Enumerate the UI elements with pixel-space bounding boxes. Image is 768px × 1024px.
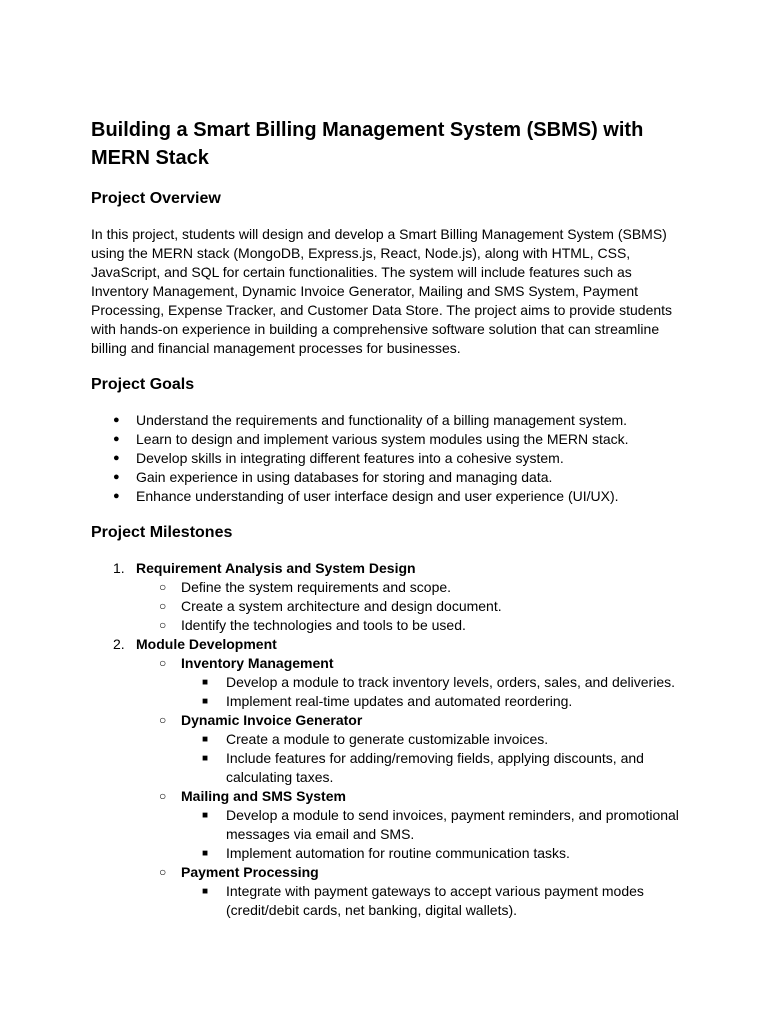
circle-bullet-icon: ○	[159, 865, 167, 879]
module-list	[136, 654, 691, 920]
module-item	[136, 787, 691, 863]
goals-heading: Project Goals	[91, 376, 195, 393]
bullet-icon: ●	[113, 452, 120, 464]
goal-text: Enhance understanding of user interface design and user experience (UI/UX).	[136, 488, 619, 504]
square-bullet-icon: ■	[202, 810, 209, 821]
sub-item-text: Identify the technologies and tools to be used.	[181, 617, 466, 633]
sub-item	[136, 578, 691, 597]
task-item	[181, 882, 691, 920]
module-tasks	[181, 673, 691, 711]
task-text: Include features for adding/removing fields, applying discounts, and calculating taxes.	[226, 750, 644, 785]
goal-text: Learn to design and implement various system modules using the MERN stack.	[136, 431, 629, 447]
circle-bullet-icon: ○	[159, 599, 167, 613]
sub-item-text: Define the system requirements and scope.	[181, 579, 452, 595]
goal-item	[91, 487, 691, 506]
milestone-number: 1.	[113, 560, 125, 576]
circle-bullet-icon: ○	[159, 580, 167, 594]
goal-item	[91, 411, 691, 430]
task-item	[181, 806, 691, 844]
square-bullet-icon: ■	[202, 734, 209, 745]
bullet-icon: ●	[113, 490, 120, 502]
module-title: Dynamic Invoice Generator	[181, 712, 363, 728]
milestone-item	[91, 559, 691, 635]
task-text: Implement real-time updates and automated reordering.	[226, 693, 573, 709]
goal-item	[91, 430, 691, 449]
sub-item	[136, 616, 691, 635]
goal-text: Develop skills in integrating different features into a cohesive system.	[136, 450, 564, 466]
milestone-sublist	[136, 578, 691, 635]
task-item	[181, 844, 691, 863]
bullet-icon: ●	[113, 433, 120, 445]
milestone-title: Requirement Analysis and System Design	[136, 560, 416, 576]
milestone-title: Module Development	[136, 636, 277, 652]
task-text: Implement automation for routine communication tasks.	[226, 845, 570, 861]
milestone-number: 2.	[113, 636, 125, 652]
module-title: Payment Processing	[181, 864, 319, 880]
sub-item	[136, 597, 691, 616]
sub-item-text: Create a system architecture and design document.	[181, 598, 502, 614]
module-title: Inventory Management	[181, 655, 334, 671]
goal-item	[91, 468, 691, 487]
circle-bullet-icon: ○	[159, 789, 167, 803]
document-title: Building a Smart Billing Management System (SBMS) with MERN Stack	[91, 119, 644, 169]
square-bullet-icon: ■	[202, 696, 209, 707]
task-text: Develop a module to send invoices, payment reminders, and promotional messages via email and SMS.	[226, 807, 679, 842]
task-item	[181, 673, 691, 692]
task-item	[181, 749, 691, 787]
module-item	[136, 863, 691, 920]
goal-text: Understand the requirements and functionality of a billing management system.	[136, 412, 628, 428]
module-item	[136, 654, 691, 711]
module-title: Mailing and SMS System	[181, 788, 346, 804]
overview-paragraph: In this project, students will design and develop a Smart Billing Management System (SBMS) using the MERN stack (MongoDB, Express.js, React, Node.js), along with HTML, CSS, JavaScript, and SQL for certain functionalities. The system will include features such as Inventory Management, Dynamic Invoice Generator, Mailing and SMS System, Payment Processing, Expense Tracker, and Customer Data Store. The project aims to provide students with hands-on experience in building a comprehensive software solution that can streamline billing and financial management processes for businesses.	[91, 226, 673, 356]
module-tasks	[181, 730, 691, 787]
document-page	[91, 116, 691, 920]
square-bullet-icon: ■	[202, 753, 209, 764]
overview-heading: Project Overview	[91, 190, 221, 207]
task-item	[181, 730, 691, 749]
milestones-heading: Project Milestones	[91, 524, 233, 541]
task-item	[181, 692, 691, 711]
module-tasks	[181, 806, 691, 863]
task-text: Integrate with payment gateways to accept various payment modes (credit/debit cards, net banking, digital wallets).	[226, 883, 644, 918]
module-item	[136, 711, 691, 787]
task-text: Develop a module to track inventory levels, orders, sales, and deliveries.	[226, 674, 675, 690]
task-text: Create a module to generate customizable invoices.	[226, 731, 549, 747]
milestone-item	[91, 635, 691, 920]
square-bullet-icon: ■	[202, 886, 209, 897]
circle-bullet-icon: ○	[159, 713, 167, 727]
milestones-list	[91, 559, 691, 920]
module-tasks	[181, 882, 691, 920]
goal-item	[91, 449, 691, 468]
bullet-icon: ●	[113, 414, 120, 426]
square-bullet-icon: ■	[202, 677, 209, 688]
goal-text: Gain experience in using databases for storing and managing data.	[136, 469, 553, 485]
circle-bullet-icon: ○	[159, 656, 167, 670]
bullet-icon: ●	[113, 471, 120, 483]
goals-list	[91, 411, 691, 506]
circle-bullet-icon: ○	[159, 618, 167, 632]
square-bullet-icon: ■	[202, 848, 209, 859]
